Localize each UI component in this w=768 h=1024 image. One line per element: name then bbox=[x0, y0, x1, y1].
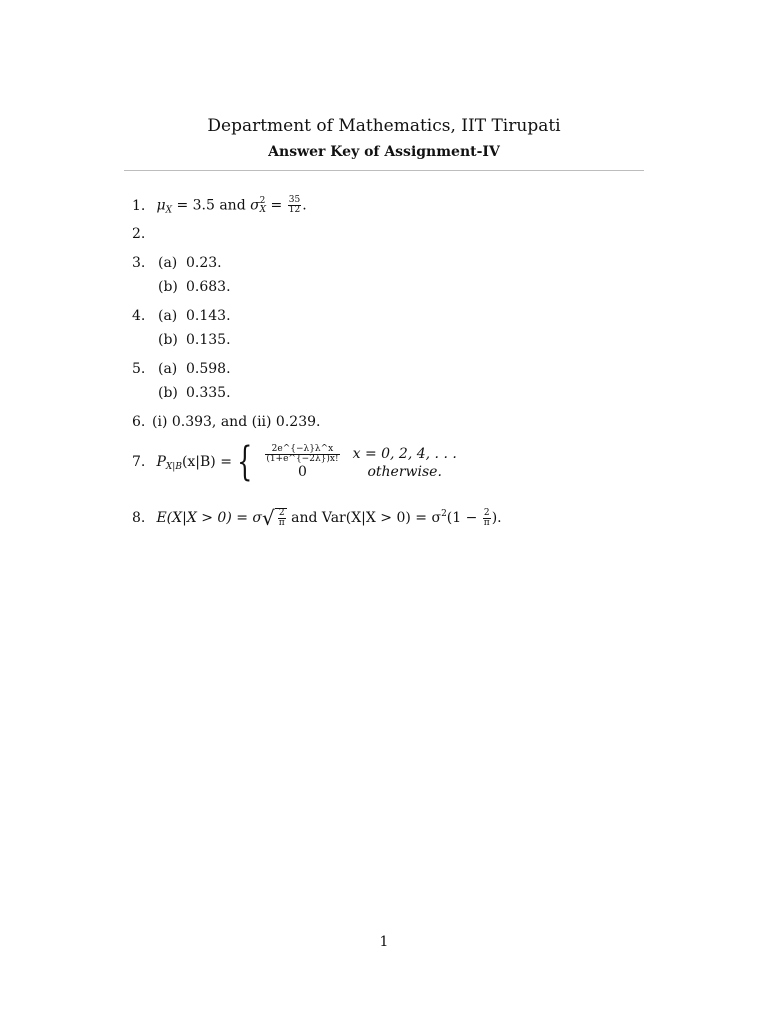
part-value: 0.598. bbox=[186, 361, 231, 377]
page-subtitle: Answer Key of Assignment-IV bbox=[268, 144, 500, 160]
piecewise-cases bbox=[258, 445, 462, 480]
mu-symbol: μ bbox=[156, 197, 166, 214]
page-number: 1 bbox=[379, 934, 389, 950]
sqrt-sign: √ bbox=[261, 506, 275, 530]
answer-2 bbox=[132, 226, 152, 242]
answer-7 bbox=[132, 439, 463, 485]
closing-paren: ). bbox=[491, 510, 502, 526]
answer-5 bbox=[132, 361, 152, 377]
part-label: (b) bbox=[158, 279, 178, 295]
left-brace: { bbox=[237, 439, 253, 485]
part-label: (b) bbox=[158, 385, 178, 401]
equals-sign: = bbox=[270, 197, 287, 214]
sqrt-denominator: π bbox=[278, 518, 285, 528]
answer-5a bbox=[158, 361, 231, 377]
mu-subscript: X bbox=[165, 205, 172, 216]
sigma-symbol: σ bbox=[250, 197, 260, 214]
answer-number: 2. bbox=[132, 226, 146, 242]
p-subscript: X|B bbox=[165, 462, 182, 472]
answer-text: (i) 0.393, and (ii) 0.239. bbox=[152, 414, 321, 430]
case1-condition: x = 0, 2, 4, . . . bbox=[352, 446, 457, 462]
case1-fraction bbox=[265, 445, 339, 464]
sqrt-numerator: 2 bbox=[278, 508, 285, 518]
answer-3b bbox=[158, 279, 231, 295]
p-symbol: P bbox=[156, 454, 166, 470]
part-value: 0.143. bbox=[186, 308, 231, 324]
expectation-expression: E(X|X > 0) = σ bbox=[156, 510, 262, 526]
fraction-numerator: 2 bbox=[483, 507, 490, 518]
page-title: Department of Mathematics, IIT Tirupati bbox=[207, 116, 561, 136]
period: . bbox=[302, 197, 307, 214]
part-label: (b) bbox=[158, 332, 178, 348]
fraction-denominator: π bbox=[483, 517, 490, 528]
answer-number: 3. bbox=[132, 255, 146, 271]
case2-value: 0 bbox=[297, 463, 307, 480]
sigma-superscript: 2 bbox=[259, 195, 266, 206]
horizontal-rule bbox=[124, 170, 644, 171]
answer-4b bbox=[158, 332, 231, 348]
part-value: 0.135. bbox=[186, 332, 231, 348]
part-label: (a) bbox=[158, 308, 178, 324]
answer-8 bbox=[132, 506, 502, 530]
answer-6 bbox=[132, 414, 320, 430]
answer-number: 4. bbox=[132, 308, 146, 324]
fraction-numerator: 35 bbox=[288, 195, 301, 205]
answer-5b bbox=[158, 385, 231, 401]
answer-text: = 3.5 and bbox=[176, 197, 251, 214]
answer-3a bbox=[158, 255, 222, 271]
fraction bbox=[288, 196, 301, 215]
part-label: (a) bbox=[158, 255, 178, 271]
case1-numerator: 2e^{−λ}λ^x bbox=[265, 445, 339, 455]
part-value: 0.335. bbox=[186, 385, 231, 401]
answer-number: 5. bbox=[132, 361, 146, 377]
lhs-argument: (x|B) = bbox=[181, 454, 237, 470]
case2-condition: otherwise. bbox=[367, 463, 442, 480]
part-value: 0.683. bbox=[186, 279, 231, 295]
fraction bbox=[483, 509, 491, 528]
answer-3 bbox=[132, 255, 152, 271]
answer-4 bbox=[132, 308, 152, 324]
answer-number: 8. bbox=[132, 510, 146, 526]
answer-1 bbox=[132, 196, 307, 216]
sigma-squared-superscript: 2 bbox=[441, 509, 447, 519]
sigma-subscript: X bbox=[259, 204, 267, 215]
answer-number: 1. bbox=[132, 197, 146, 214]
variance-paren: (1 − bbox=[446, 510, 482, 526]
variance-expression: and Var(X|X > 0) = σ bbox=[291, 510, 442, 526]
sqrt-content bbox=[275, 508, 287, 528]
case1-denominator: (1+e^{−2λ})x! bbox=[266, 453, 339, 464]
part-label: (a) bbox=[158, 361, 178, 377]
answer-number: 7. bbox=[132, 454, 146, 470]
fraction-denominator: 12 bbox=[288, 205, 301, 215]
answer-4a bbox=[158, 308, 231, 324]
answer-number: 6. bbox=[132, 414, 146, 430]
part-value: 0.23. bbox=[186, 255, 222, 271]
